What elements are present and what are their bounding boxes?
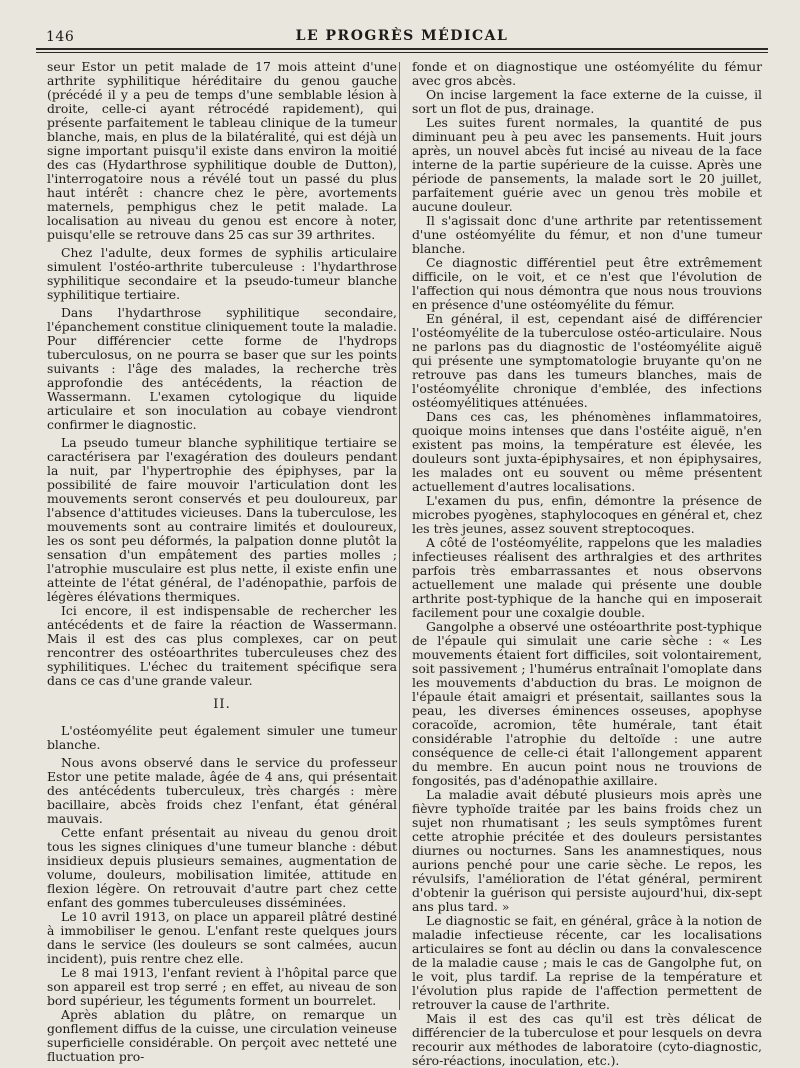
paragraph: Gangolphe a observé une ostéoarthrite post-typhique de l'épaule qui simulait une carie sèche : « Les mouvements étaient fort difficiles, soit volontairement, soit passivement ; l'humérus entraînait l'omoplate dans les mouvements d'abduction du bras. Le moignon de l'épaule était amaigri et présentait, saillantes sous la peau, les diverses éminences osseuses, apophyse coracoïde, acromion, tête humérale, tant était considérable l'atrophie du deltoïde : une autre conséquence de celle-ci était l'allongement apparent du membre. En aucun point nous ne trouvions de fongosités, pas d'adénopathie axillaire. [412,619,762,788]
paragraph: Le 8 mai 1913, l'enfant revient à l'hôpital parce que son appareil est trop serré ; en effet, au niveau de son bord supérieur, les téguments forment un bourrelet. [47,965,397,1008]
paragraph: Après ablation du plâtre, on remarque un gonflement diffus de la cuisse, une circulation veineuse superficielle considérable. On perçoit avec netteté une fluctuation pro- [47,1007,397,1064]
paragraph: A côté de l'ostéomyélite, rappelons que les maladies infectieuses réalisent des arthralgies et des arthrites parfois très embarrassantes et nous observons actuellement une malade qui présente une double arthrite post-typhique de la hanche qui en imposerait facilement pour une coxalgie double. [412,535,762,620]
paragraph: La pseudo tumeur blanche syphilitique tertiaire se caractérisera par l'exagération des douleurs pendant la nuit, par l'hypertrophie des épiphyses, par la possibilité de faire mouvoir l'articulation dont les mouvements seront conservés et peu douloureux, par l'absence d'attitudes vicieuses. Dans la tuberculose, les mouvements sont au contraire limités et douloureux, les os sont peu déformés, la palpation donne plutôt la sensation d'un empâtement des parties molles ; l'atrophie musculaire est plus nette, il existe enfin une atteinte de l'état général, de l'adénopathie, parfois de légères élévations thermiques. [47,435,397,604]
paragraph: Les suites furent normales, la quantité de pus diminuant peu à peu avec les pansements. Huit jours après, un nouvel abcès fut incisé au niveau de la face interne de la partie supérieure de la cuisse. Après une période de pansements, la malade sort le 20 juillet, parfaitement guérie avec un genou très mobile et aucune douleur. [412,115,762,214]
paragraph: Ici encore, il est indispensable de rechercher les antécédents et de faire la réaction de Wassermann. Mais il est des cas plus complexes, car on peut rencontrer des ostéoarthrites tuberculeuses chez des syphilitiques. L'échec du traitement spécifique sera dans ce cas d'une grande valeur. [47,603,397,688]
header-rule-thin [36,52,768,53]
paragraph: Le diagnostic se fait, en général, grâce à la notion de maladie infectieuse récente, car les localisations articulaires se font au déclin ou dans la convalescence de la maladie cause ; mais le cas de Gangolphe fut, on le voit, plus tardif. La reprise de la température et l'évolution plus rapide de l'affection permettent de retrouver la cause de l'arthrite. [412,913,762,1012]
page-header [40,26,764,46]
column-divider [399,62,400,1010]
right-column [412,60,762,1068]
paragraph: En général, il est, cependant aisé de différencier l'ostéomyélite de la tuberculose ostéo-articulaire. Nous ne parlons pas du diagnostic de l'ostéomyélite aiguë qui présente une symptomatologie bruyante qu'on ne retrouve pas dans les tumeurs blanches, mais de l'ostéomyélite chronique d'emblée, des infections ostéomyélitiques atténuées. [412,311,762,410]
paragraph: fonde et on diagnostique une ostéomyélite du fémur avec gros abcès. [412,59,762,88]
paragraph: Il s'agissait donc d'une arthrite par retentissement d'une ostéomyélite du fémur, et non d'une tumeur blanche. [412,213,762,256]
paragraph: Nous avons observé dans le service du professeur Estor une petite malade, âgée de 4 ans, qui présentait des antécédents tuberculeux, très chargés : mère bacillaire, abcès froids chez l'enfant, état général mauvais. [47,755,397,826]
paragraph: Mais il est des cas qu'il est très délicat de différencier de la tuberculose et pour lesquels on devra recourir aux méthodes de laboratoire (cyto-diagnostic, séro-réactions, inoculation, etc.). [412,1011,762,1068]
page-number: 146 [46,29,75,45]
paragraph: Ce diagnostic différentiel peut être extrêmement difficile, on le voit, et ce n'est que l'évolution de l'affection qui nous démontra que nous nous trouvions en présence d'une ostéomyélite du fémur. [412,255,762,312]
paragraph: Chez l'adulte, deux formes de syphilis articulaire simulent l'ostéo-arthrite tuberculeuse : l'hydarthrose syphilitique secondaire et la pseudo-tumeur blanche syphilitique tertiaire. [47,245,397,302]
paragraph: seur Estor un petit malade de 17 mois atteint d'une arthrite syphilitique héréditaire du genou gauche (précédé il y a peu de temps d'une semblable lésion à droite, celle-ci ayant rétrocédé rapidement), qui présente parfaitement le tableau clinique de la tumeur blanche, mais, en plus de la bilatéralité, qui est déjà un signe important puisqu'il existe dans environ la moitié des cas (Hydarthrose syphilitique double de Dutton), l'interrogatoire nous a révélé tout un passé du plus haut intérêt : chancre chez le père, avortements maternels, pemphigus chez le petit malade. La localisation au niveau du genou est encore à noter, puisqu'elle se retrouve dans 25 cas sur 39 arthrites. [47,59,397,242]
paragraph: Cette enfant présentait au niveau du genou droit tous les signes cliniques d'une tumeur blanche : début insidieux depuis plusieurs semaines, augmentation de volume, douleurs, mobilisation limitée, attitude en flexion légère. On retrouvait d'autre part chez cette enfant des gommes tuberculeuses disséminées. [47,825,397,910]
paragraph: Dans l'hydarthrose syphilitique secondaire, l'épanchement constitue cliniquement toute la maladie. Pour différencier cette forme de l'hydrops tuberculosus, on ne pourra se baser que sur les points suivants : l'âge des malades, la recherche très approfondie des antécédents, la réaction de Wassermann. L'examen cytologique du liquide articulaire et son inoculation au cobaye viendront confirmer le diagnostic. [47,305,397,432]
section-number: II. [213,697,231,712]
paragraph: On incise largement la face externe de la cuisse, il sort un flot de pus, drainage. [412,87,762,116]
journal-title: LE PROGRÈS MÉDICAL [295,28,509,44]
header-rule-thick [36,48,768,50]
paragraph: La maladie avait débuté plusieurs mois après une fièvre typhoïde traitée par les bains froids chez un sujet non rhumatisant ; les seuls symptômes furent cette atrophie précitée et des douleurs persistantes diurnes ou nocturnes. Sans les anamnestiques, nous aurions penché pour une carie sèche. Le repos, les révulsifs, l'amélioration de l'état général, permirent d'obtenir la guérison qui persiste aujourd'hui, dix-sept ans plus tard. » [412,787,762,914]
paragraph: L'examen du pus, enfin, démontre la présence de microbes pyogènes, staphylocoques en général et, chez les très jeunes, assez souvent streptocoques. [412,493,762,536]
paragraph: Dans ces cas, les phénomènes inflammatoires, quoique moins intenses que dans l'ostéite aiguë, n'en existent pas moins, la température est élevée, les douleurs sont juxta-épiphysaires, et non épiphysaires, les malades ont eu souvent ou même présentent actuellement d'autres localisations. [412,409,762,494]
paragraph: L'ostéomyélite peut également simuler une tumeur blanche. [47,723,397,752]
paragraph: Le 10 avril 1913, on place un appareil plâtré destiné à immobiliser le genou. L'enfant reste quelques jours dans le service (les douleurs se sont calmées, aucun incident), puis rentre chez elle. [47,909,397,966]
left-column [47,60,397,1064]
